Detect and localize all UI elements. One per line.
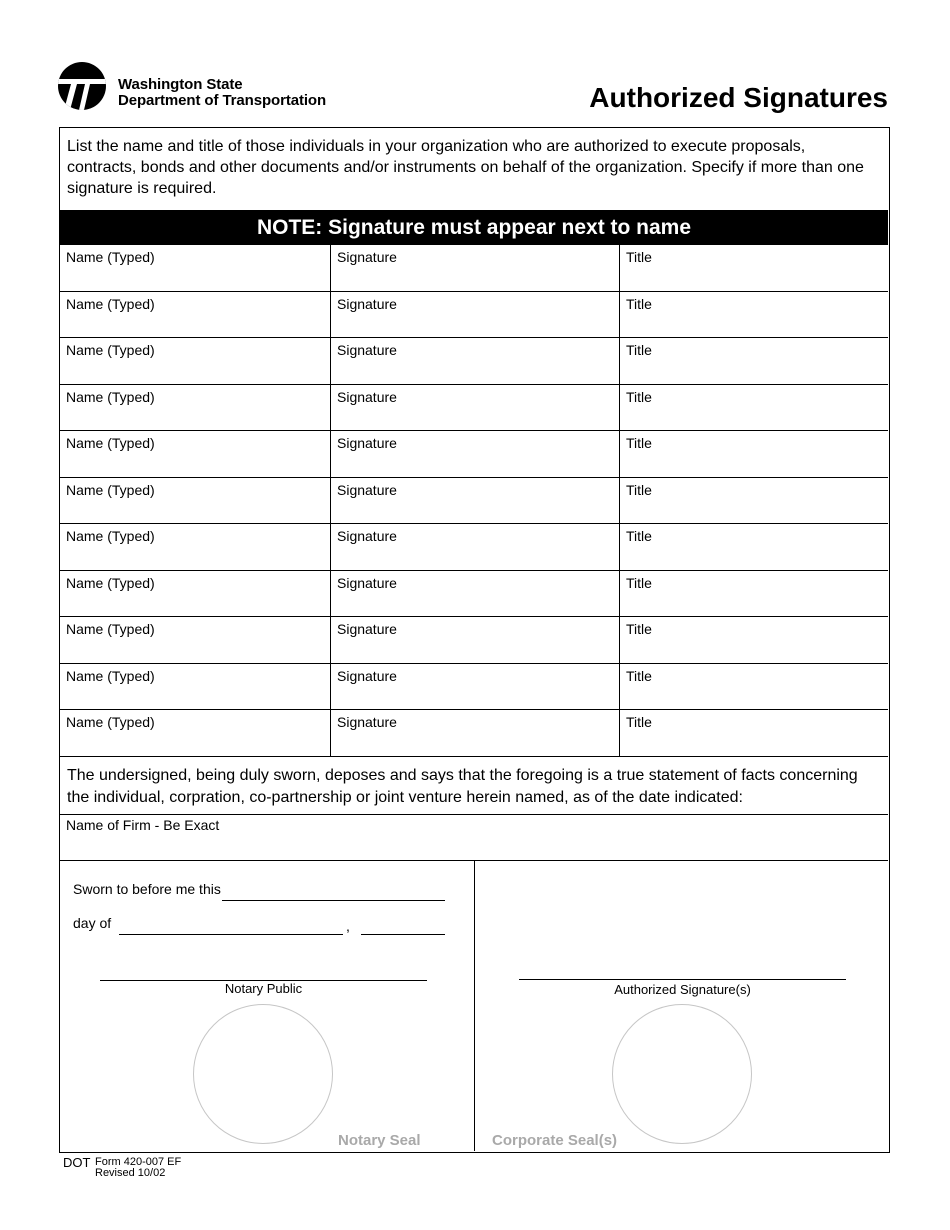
title-cell-label: Title: [626, 249, 652, 265]
signature-cell-label: Signature: [337, 621, 397, 637]
table-row: [60, 571, 888, 618]
wsdot-logo-icon: [58, 62, 106, 110]
sworn-date-line[interactable]: [222, 900, 445, 901]
title-cell-label: Title: [626, 295, 652, 312]
day-of-label: day of: [73, 915, 112, 931]
month-line[interactable]: [119, 934, 343, 935]
name-cell-label: Name (Typed): [66, 714, 155, 730]
signature-cell[interactable]: [330, 245, 619, 291]
page-header: [58, 58, 890, 120]
firm-name-field[interactable]: [60, 814, 888, 861]
corporate-seal-label: Corporate Seal(s): [492, 1132, 618, 1149]
title-cell[interactable]: [619, 245, 888, 291]
signature-form: [59, 127, 890, 1153]
name-cell-label: Name (Typed): [66, 481, 155, 498]
signature-cell-label: Signature: [337, 342, 397, 358]
notary-section: [60, 861, 888, 1151]
signature-table: [60, 245, 888, 757]
signature-cell[interactable]: [330, 664, 619, 710]
title-cell[interactable]: [619, 478, 888, 524]
authorized-signature-line[interactable]: [519, 979, 846, 980]
table-row: [60, 385, 888, 432]
table-row: [60, 710, 888, 757]
year-line[interactable]: [361, 934, 445, 935]
name-cell[interactable]: [60, 478, 330, 524]
name-cell-label: Name (Typed): [66, 528, 155, 544]
signature-cell-label: Signature: [337, 295, 397, 312]
title-cell-label: Title: [626, 714, 652, 730]
table-row: [60, 478, 888, 525]
table-row: [60, 617, 888, 664]
name-cell[interactable]: [60, 571, 330, 617]
name-cell-label: Name (Typed): [66, 667, 155, 684]
signature-cell[interactable]: [330, 478, 619, 524]
page-title: Authorized Signatures: [589, 82, 888, 113]
table-row: [60, 338, 888, 385]
name-cell[interactable]: [60, 664, 330, 710]
name-cell[interactable]: [60, 338, 330, 384]
table-row: [60, 524, 888, 571]
title-cell-label: Title: [626, 342, 652, 358]
signature-cell[interactable]: [330, 617, 619, 663]
title-cell[interactable]: [619, 385, 888, 431]
agency-line-2: Department of Transportation: [118, 92, 327, 109]
name-cell[interactable]: [60, 431, 330, 477]
signature-cell-label: Signature: [337, 435, 397, 451]
comma-separator: ,: [346, 918, 350, 934]
title-cell-label: Title: [626, 388, 652, 405]
title-cell[interactable]: [619, 338, 888, 384]
agency-line-1: Washington State: [118, 76, 243, 93]
name-cell[interactable]: [60, 385, 330, 431]
footer-dot: DOT: [63, 1155, 91, 1170]
signature-cell-label: Signature: [337, 481, 397, 498]
table-row: [60, 292, 888, 339]
notary-seal-circle: [193, 1004, 333, 1144]
notary-public-label: Notary Public: [224, 981, 303, 996]
note-banner: NOTE: Signature must appear next to name: [60, 210, 888, 245]
name-cell-label: Name (Typed): [66, 249, 155, 265]
name-cell-label: Name (Typed): [66, 621, 155, 637]
title-cell-label: Title: [626, 667, 652, 684]
corporate-seal-circle: [612, 1004, 752, 1144]
title-cell-label: Title: [626, 435, 652, 451]
title-cell[interactable]: [619, 571, 888, 617]
title-cell[interactable]: [619, 524, 888, 570]
name-cell[interactable]: [60, 292, 330, 338]
firm-name-label: Name of Firm - Be Exact: [66, 817, 220, 833]
title-cell-label: Title: [626, 621, 652, 637]
signature-cell[interactable]: [330, 431, 619, 477]
signature-cell[interactable]: [330, 571, 619, 617]
signature-cell-label: Signature: [337, 388, 397, 405]
title-cell-label: Title: [626, 481, 652, 498]
name-cell[interactable]: [60, 245, 330, 291]
title-cell-label: Title: [626, 574, 652, 591]
title-cell[interactable]: [619, 617, 888, 663]
title-cell-label: Title: [626, 528, 652, 544]
title-cell[interactable]: [619, 710, 888, 756]
sworn-label: Sworn to before me this: [73, 881, 221, 897]
title-cell[interactable]: [619, 292, 888, 338]
footer-form-number: Form 420-007 EF: [95, 1156, 182, 1168]
signature-cell-label: Signature: [337, 528, 397, 544]
name-cell-label: Name (Typed): [66, 435, 155, 451]
name-cell-label: Name (Typed): [66, 295, 155, 312]
signature-cell-label: Signature: [337, 249, 397, 265]
name-cell-label: Name (Typed): [66, 388, 155, 405]
signature-cell[interactable]: [330, 710, 619, 756]
signature-cell[interactable]: [330, 338, 619, 384]
oath-text: The undersigned, being duly sworn, deposes and says that the foregoing is a true statement of facts concerning the individual, corpration, co-partnership or joint venture herein named, as of the date indicated:: [67, 767, 858, 806]
name-cell[interactable]: [60, 617, 330, 663]
title-cell[interactable]: [619, 431, 888, 477]
signature-cell-label: Signature: [337, 714, 397, 730]
title-cell[interactable]: [619, 664, 888, 710]
name-cell-label: Name (Typed): [66, 574, 155, 591]
authorized-signatures-label: Authorized Signature(s): [614, 982, 751, 997]
name-cell[interactable]: [60, 524, 330, 570]
signature-cell[interactable]: [330, 292, 619, 338]
footer-revised: Revised 10/02: [95, 1167, 166, 1179]
notary-seal-label: Notary Seal: [338, 1132, 421, 1149]
table-row: [60, 431, 888, 478]
signature-cell-label: Signature: [337, 667, 397, 684]
table-row: [60, 245, 888, 292]
name-cell[interactable]: [60, 710, 330, 756]
signature-cell[interactable]: [330, 524, 619, 570]
signature-cell-label: Signature: [337, 574, 397, 591]
agency-name: [118, 77, 326, 109]
signature-cell[interactable]: [330, 385, 619, 431]
name-cell-label: Name (Typed): [66, 342, 155, 358]
intro-text: List the name and title of those individuals in your organization who are authorized to execute proposals, contracts, bonds and other documents and/or instruments on behalf of the organization. Specify if more than one signature is required.: [67, 138, 864, 197]
section-divider: [474, 861, 475, 1151]
table-row: [60, 664, 888, 711]
